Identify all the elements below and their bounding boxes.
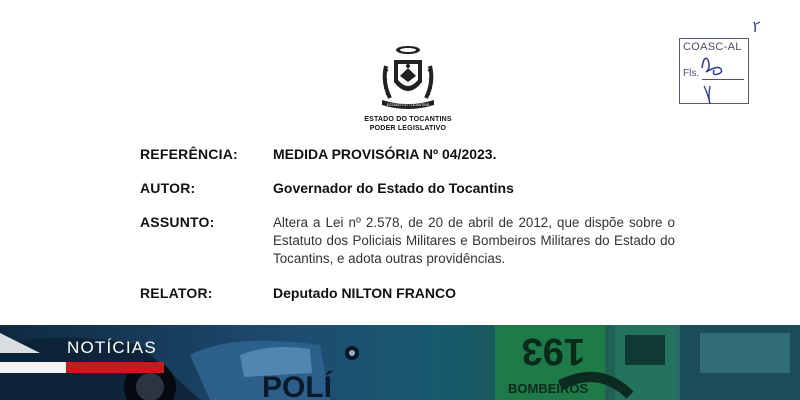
- stamp-title: COASC-AL: [683, 41, 742, 53]
- field-value: Governador do Estado do Tocantins: [273, 180, 514, 196]
- news-flag-wedge: [0, 333, 40, 353]
- field-label: RELATOR:: [140, 285, 213, 301]
- field-label: AUTOR:: [140, 180, 196, 196]
- legislative-branch: PODER LEGISLATIVO: [369, 124, 447, 132]
- field-label: REFERÊNCIA:: [140, 146, 238, 162]
- handwritten-signature: [680, 16, 770, 106]
- banner-text-policia: POLÍ: [262, 371, 333, 400]
- field-value: Altera a Lei nº 2.578, de 20 de abril de 2012, que dispõe sobre o Estatuto dos Policiais Militares e Bombeiros Militares do Estado do Tocantins, e adota outras providências.: [273, 215, 675, 266]
- field-value: Deputado NILTON FRANCO: [273, 285, 457, 301]
- news-red-bar: [66, 362, 164, 373]
- banner-text-bombeiros: BOMBEIROS: [508, 381, 589, 396]
- stamp-fls-label: Fls.: [683, 68, 700, 79]
- seal-caption: [340, 116, 476, 133]
- coat-of-arms-icon: [372, 42, 444, 114]
- field-value: MEDIDA PROVISÓRIA Nº 04/2023.: [273, 146, 497, 162]
- news-label: NOTÍCIAS: [67, 338, 157, 357]
- banner-text-193: 193: [521, 330, 585, 372]
- news-white-bar: [0, 362, 66, 373]
- state-name: ESTADO DO TOCANTINS: [364, 116, 452, 123]
- seal-ribbon-text: ESTADO DO TOCANTINS: [386, 103, 430, 107]
- field-label: ASSUNTO:: [140, 214, 215, 230]
